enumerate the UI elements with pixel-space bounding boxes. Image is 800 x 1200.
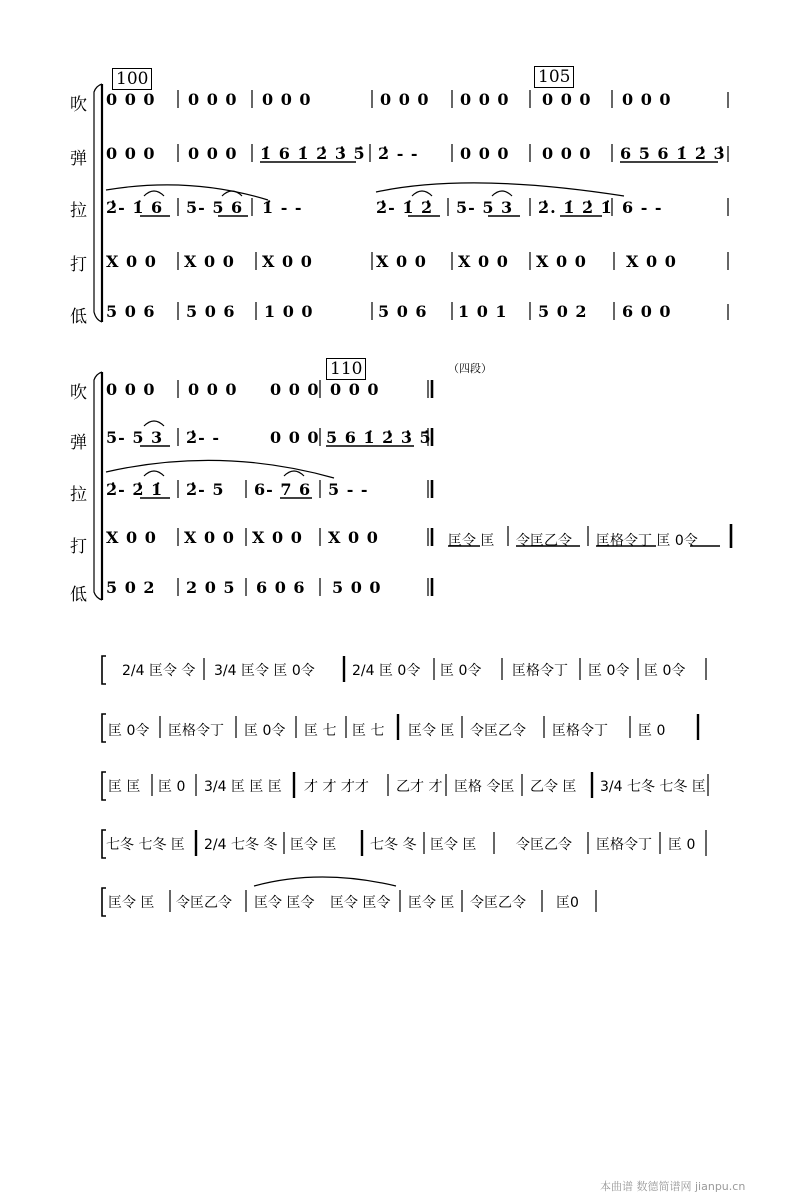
- system-1-barlines: [178, 90, 728, 320]
- measure: 5 0 2: [538, 302, 588, 321]
- system-2-repeat-barlines: [428, 380, 432, 596]
- instrument-label-da: 打: [70, 255, 87, 275]
- measure: 5 - -: [328, 480, 369, 499]
- percussion-measure: 匡 0令: [244, 723, 286, 739]
- watermark: 本曲谱 数德简谱网 jianpu.cn: [600, 1180, 746, 1193]
- percussion-measure: 匡格令丁: [168, 723, 224, 739]
- measure: 2̇- 1̇ 6: [106, 198, 164, 217]
- percussion-measure: 才 才 才才: [304, 779, 369, 795]
- percussion-measure: 匡格令丁: [552, 723, 608, 739]
- instrument-label-la: 拉: [70, 485, 87, 505]
- percussion-measure: 匡令 匡令: [330, 895, 391, 911]
- percussion-measure: 匡 0令: [440, 663, 482, 679]
- system-2-brace-curve: [94, 372, 102, 600]
- percussion-measure: 乙才 才: [396, 779, 443, 795]
- percussion-measure: 令匡乙令: [516, 837, 572, 853]
- measure: 5 0 2: [106, 578, 156, 597]
- percussion-measure: 匡 七: [304, 723, 337, 739]
- percussion-measure: 匡令 匡: [290, 837, 337, 853]
- measure: 6 0 6: [256, 578, 306, 597]
- measure: X 0 0: [626, 252, 677, 271]
- measure: X 0 0: [184, 252, 235, 271]
- measure: 0 0 0: [188, 380, 238, 399]
- measure: 1 0 0: [264, 302, 314, 321]
- percussion-measure: 令匡乙令: [470, 895, 526, 911]
- measure: 2̇- -: [186, 428, 220, 447]
- percussion-measure: 匡令 匡: [408, 895, 455, 911]
- measure: X 0 0: [106, 528, 157, 547]
- percussion-measure: 3/4 七冬 七冬 匡: [600, 779, 706, 795]
- measure: 0 0 0: [188, 144, 238, 163]
- measure: 5- 5 6: [186, 198, 244, 217]
- measure: 5 0 6: [186, 302, 236, 321]
- system-2-barlines: [178, 380, 731, 596]
- percussion-measure: 匡 0令: [644, 663, 686, 679]
- measure: 0 0 0: [330, 380, 380, 399]
- measure: 6- 7 6: [254, 480, 312, 499]
- percussion-measure: 匡格 令匡: [454, 779, 515, 795]
- measure: X 0 0: [536, 252, 587, 271]
- percussion-line-brackets: [102, 656, 106, 916]
- measure: 0 0 0: [542, 144, 592, 163]
- measure: 0 0 0: [106, 380, 156, 399]
- measure: 0 0 0: [270, 428, 320, 447]
- measure: 6 5 6 1̇ 2̇ 3̇: [620, 144, 726, 163]
- measure: X 0 0: [184, 528, 235, 547]
- measure: 0 0 0: [262, 90, 312, 109]
- measure: 6 0 0: [622, 302, 672, 321]
- measure: 5 0 6: [378, 302, 428, 321]
- percussion-measure: 2/4 七冬 冬: [204, 837, 278, 853]
- measure: 6 - -: [622, 198, 663, 217]
- system-1-underlines: [140, 162, 718, 216]
- percussion-measure: 匡 0: [638, 723, 666, 739]
- measure: 0 0 0: [542, 90, 592, 109]
- percussion-measure: 2/4 匡令 令: [122, 663, 196, 679]
- percussion-measure: 匡0: [556, 895, 579, 911]
- measure: 0 0 0: [270, 380, 320, 399]
- section-label: （四段）: [448, 362, 492, 375]
- measure: 2̇- 5: [186, 480, 225, 499]
- measure: 1 0 1: [458, 302, 508, 321]
- percussion-measure: 匡 七: [352, 723, 385, 739]
- system-1-brace-curve: [94, 84, 102, 322]
- percussion-measure: 七冬 七冬 匡: [106, 837, 185, 853]
- percussion-measure: 匡格令丁 匡 0令: [596, 533, 698, 549]
- measure-number-110: 110: [326, 358, 366, 380]
- measure-number-105: 105: [534, 66, 574, 88]
- measure: X 0 0: [376, 252, 427, 271]
- measure: 0 0 0: [622, 90, 672, 109]
- percussion-measure: 匡令 匡: [430, 837, 477, 853]
- measure: 0 0 0: [106, 144, 156, 163]
- instrument-label-tan: 弹: [70, 433, 87, 453]
- measure: 2 0 5: [186, 578, 236, 597]
- percussion-measure: 匡令 匡: [448, 533, 495, 549]
- measure: 0 0 0: [188, 90, 238, 109]
- measure: 1̇ 6 1̇ 2̇ 3̇ 5̇: [260, 144, 366, 163]
- percussion-measure: 匡 0: [158, 779, 186, 795]
- system-2-slurs: [106, 421, 334, 478]
- instrument-label-di: 低: [70, 585, 87, 605]
- measure: X 0 0: [458, 252, 509, 271]
- percussion-measure: 匡格令丁: [512, 663, 568, 679]
- percussion-measure: 匡 0令: [108, 723, 150, 739]
- measure-number-100: 100: [112, 68, 152, 90]
- measure: X 0 0: [106, 252, 157, 271]
- measure: X 0 0: [262, 252, 313, 271]
- instrument-label-da: 打: [70, 537, 87, 557]
- measure: 0 0 0: [460, 144, 510, 163]
- instrument-label-chui: 吹: [70, 383, 87, 403]
- system-1-slurs: [106, 183, 624, 200]
- measure: 2̇. 1̇ 2̇ 1̇: [538, 198, 613, 217]
- percussion-measure: 七冬 冬: [370, 837, 417, 853]
- instrument-label-chui: 吹: [70, 95, 87, 115]
- percussion-measure: 匡令 匡令: [254, 895, 315, 911]
- percussion-measure: 匡 0令: [588, 663, 630, 679]
- measure: 5 0 0: [332, 578, 382, 597]
- percussion-measure: 3/4 匡 匡 匡: [204, 779, 282, 795]
- percussion-measure: 2/4 匡 0令: [352, 663, 421, 679]
- measure: 1̇ - -: [262, 198, 303, 217]
- measure: 2̇ - -: [378, 144, 419, 163]
- measure: 5 0 6: [106, 302, 156, 321]
- percussion-measure: 令匡乙令: [470, 723, 526, 739]
- percussion-measure: 3/4 匡令 匡 0令: [214, 663, 315, 679]
- measure: 0 0 0: [460, 90, 510, 109]
- measure: X 0 0: [328, 528, 379, 547]
- percussion-measure: 乙令 匡: [530, 779, 577, 795]
- measure: 0 0 0: [106, 90, 156, 109]
- instrument-label-di: 低: [70, 307, 87, 327]
- percussion-measure: 匡令 匡: [108, 895, 155, 911]
- measure: 2̇- 2̇ 1̇: [106, 480, 164, 499]
- percussion-measure: 匡 0: [668, 837, 696, 853]
- percussion-measure: 令匡乙令: [516, 533, 572, 549]
- measure: 5- 5 3: [106, 428, 164, 447]
- percussion-line-5-slur: [254, 877, 396, 886]
- instrument-label-la: 拉: [70, 201, 87, 221]
- measure: 2̇- 1̇ 2̇: [376, 198, 434, 217]
- instrument-label-tan: 弹: [70, 149, 87, 169]
- measure: 0 0 0: [380, 90, 430, 109]
- percussion-measure: 匡令 匡: [408, 723, 455, 739]
- percussion-measure: 令匡乙令: [176, 895, 232, 911]
- measure: 5- 5 3: [456, 198, 514, 217]
- percussion-measure: 匡格令丁: [596, 837, 652, 853]
- measure: 5 6 1̇ 2̇ 3̇ 5̇: [326, 428, 432, 447]
- measure: X 0 0: [252, 528, 303, 547]
- percussion-line-barlines: [152, 656, 708, 912]
- percussion-measure: 匡 匡: [108, 779, 141, 795]
